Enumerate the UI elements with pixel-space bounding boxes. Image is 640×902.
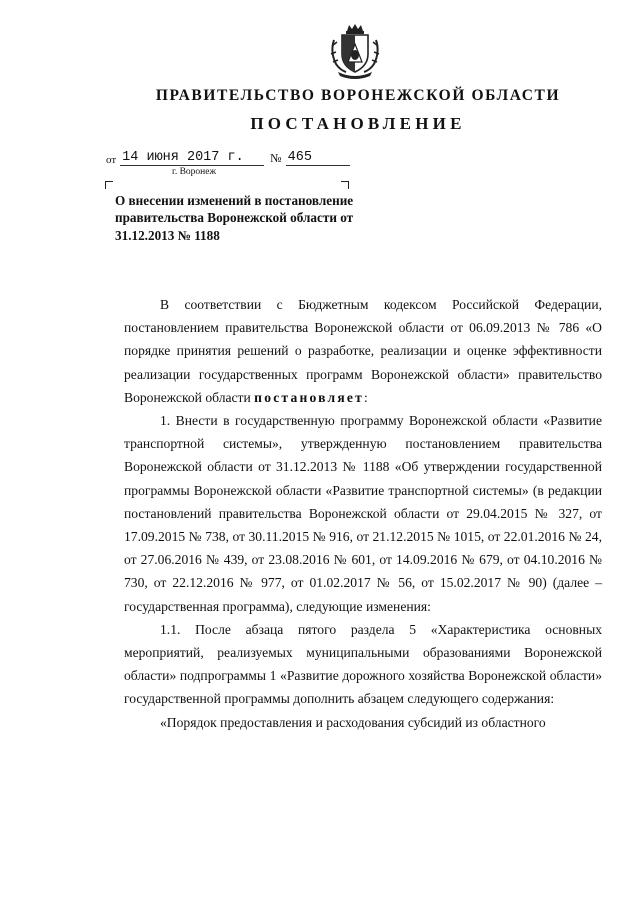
date-value: 14 июня 2017 г. [120,150,264,166]
preamble-text: В соответствии с Бюджетным кодексом Российской Федерации, постановлением правительства Воронежской области от 06.09.2013 № 786 «О порядке принятия решений о разработке, реализации и оценке эффективности реализации государственных программ Воронежской области» правительство Воронежской области [124,297,602,405]
paragraph-preamble [124,293,602,409]
date-label: от [106,154,117,166]
paragraph-quote-start: «Порядок предоставления и расходования субсидий из областного [160,714,546,730]
decree-word: постановляет [254,389,365,405]
date-number-line [106,150,350,166]
government-title: ПРАВИТЕЛЬСТВО ВОРОНЕЖСКОЙ ОБЛАСТИ [155,87,561,104]
document-subject: О внесении изменений в постановление правительства Воронежской области от 31.12.2013 № 1188 [115,193,354,243]
coat-of-arms-icon [328,22,382,80]
number-value: 465 [286,150,350,166]
document-type: ПОСТАНОВЛЕНИЕ [250,114,466,133]
subject-corner-right [341,181,349,189]
subject-corner-left [105,181,113,189]
number-label: № [270,151,282,165]
document-body [124,293,602,734]
paragraph-item-1: 1. Внести в государственную программу Воронежской области «Развитие транспортной системы», утвержденную постановлением правительства Воронежской области от 31.12.2013 № 1188 «Об утверждении государственной программы Воронежской области «Развитие транспортной системы» (в редакции постановлений правительства Воронежской области от 29.04.2015 № 327, от 17.09.2015 № 738, от 30.11.2015 № 916, от 21.12.2015 № 1015, от 22.01.2016 № 24, от 27.06.2016 № 439, от 23.08.2016 № 601, от 14.09.2016 № 679, от 04.10.2016 № 730, от 22.12.2016 № 977, от 01.02.2017 № 56, от 15.02.2017 № 90) (далее – государственная программа), следующие изменения: [124,413,602,614]
preamble-end: : [364,389,368,405]
city-label: г. Воронеж [172,167,217,177]
paragraph-item-1-1: 1.1. После абзаца пятого раздела 5 «Характеристика основных мероприятий, реализуемых муниципальными образованиями Воронежской области» подпрограммы 1 «Развитие дорожного хозяйства Воронежской области» государственной программы дополнить абзацем следующего содержания: [124,621,602,707]
